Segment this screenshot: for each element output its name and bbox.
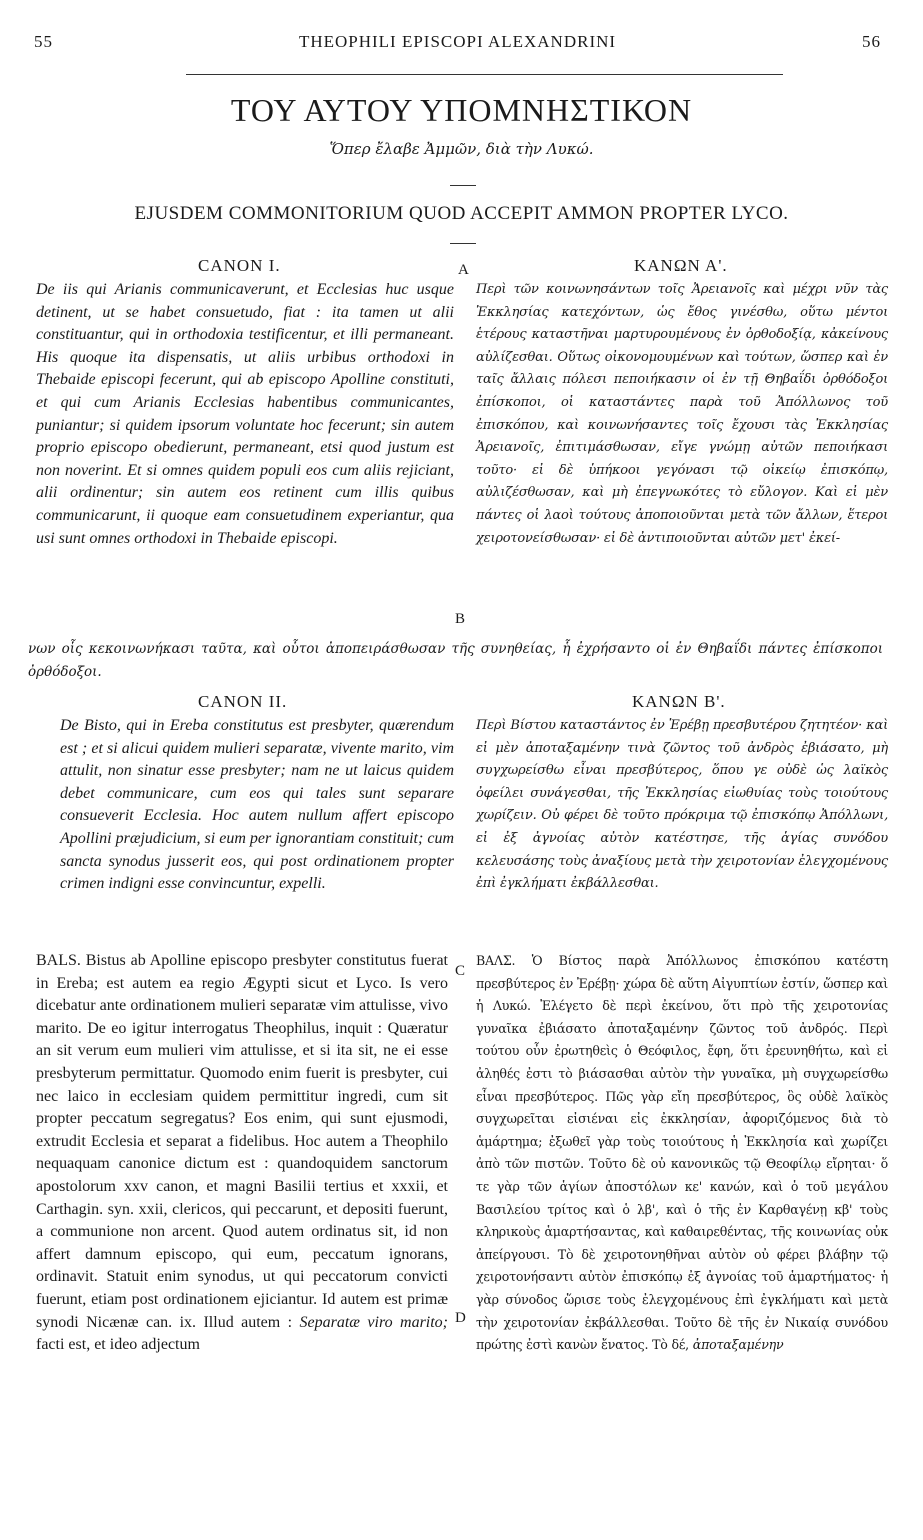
greek-subtitle: Ὅπερ ἔλαβε Ἀμμῶν, διὰ τὴν Λυκώ. [329, 140, 594, 158]
balsamon-greek-label: ΒΑΛΣ. [476, 953, 516, 968]
balsamon-latin-quote: Separatæ viro marito; [299, 1313, 449, 1331]
canon1-latin-text: De iis qui Arianis communicaverunt, et Ecclesias huc usque detinent, ut se habet consuetudo, fiat : ita tamen ut alii constituantur, qui in orthodoxia testificentur, et illi permaneant. His quoque ita dispensatis, ut aliis urbibus orthodoxi in Thebaide episcopi fecerunt, qui ab episcopo Apolline constituti, et qui cum Arianis Ecclesias habentibus communicantes, puniantur; si quidem ipsorum voluntate hoc fecerunt; sin autem proprio episcopo obedierunt, permaneant, etsi quod justum est non noverint. Et si omnes quidem populi eos cum aliis rejiciant, alii ordinentur; sin autem eos retinent cum illis quibus communicarunt, ii quoque eam consuetudinem experiantur, qua usi sunt omnes orthodoxi in Thebaide episcopi. [36, 281, 454, 547]
margin-marker-c: C [455, 963, 466, 979]
canon1-greek-text: Περὶ τῶν κοινωνησάντων τοῖς Ἀρειανοῖς καὶ μέχρι νῦν τὰς Ἐκκλησίας κατεχόντων, ὡς ἔθος γινέσθω, οὕτω μέντοι ἑτέρους καταστῆναι μαρτυρουμένους ἐν ὀρθοδοξίᾳ, κἀκείνους αὐλίζεσθαι. Οὕτως οἰκονομουμένων καὶ τούτων, ὥσπερ καὶ ἐν ταῖς ἄλλαις πόλεσι πεποιήκασιν οἱ ἐν τῇ Θηβαΐδι ὀρθόδοξοι ἐπίσκοποι, οἱ καταστάντες παρὰ τοῦ Ἀπόλλωνος τοῦ ἐπισκόπου, καὶ κοινωνήσαντες τοῖς ἔχουσι τὰς Ἐκκλησίας Ἀρειανοῖς, ἐπιτιμάσθωσαν, εἴγε γνώμῃ αὐτῶν πεποιήκασι τοῦτο· εἰ δὲ ὑπήκοοι γεγόνασι τῷ οἰκείῳ ἐπισκόπῳ, αὐλιζέσθωσαν, καὶ μὴ ἐπεγνωκότες τὸ εὔλογον. Καὶ εἰ μὲν πάντες οἱ λαοὶ τούτους ἀποποιοῦνται μετὰ τῶν ἄλλων, ἕτεροι χειροτονείσθωσαν· εἰ δὲ ἀντιποιοῦνται αὐτῶν μετ' ἐκεί- [476, 282, 888, 546]
margin-marker-a: A [458, 262, 469, 278]
canon1-latin-heading: CANON I. [198, 256, 281, 275]
balsamon-latin [36, 950, 448, 1357]
balsamon-latin-text: Bistus ab Apolline episcopo presbyter constitutus fuerat in Ereba; est autem ea regio Ægypti sicut et Lyco. Is vero dicebatur ante ordinationem mulieri separatæ vim attulisse, vivo marito. De eo igitur interrogatus Theophilus, inquit : Quæratur an sit verum eum mulieri vim attulisse, et si ita sit, ne ei esse presbyterum permittatur. Quomodo enim fuerit is presbyter, cui nec laico in ecclesiam quidem permittitur ingredi, cum sit propter peccatum segregatus? Eos enim, qui sunt ejusmodi, extrudit Ecclesia et separat a fidelibus. Hoc autem a Theophilo nequaquam canonice dictum est : quandoquidem sanctorum apostolorum xxv canon, et magni Basilii tertius et xxxii, et Carthagin. syn. xxii, clericos, qui peccarunt, et depositi fuerunt, a communione non arcent. Quod autem ordinatus sit, id non affert damnum episcopo, qui eum, peccatum ignorans, ordinavit. Statuit enim synodus, ut qui peccatorum convicti fuerunt, etiam post ordinationem ejiciantur. Id autem est primæ synodi Nicænæ can. ix. Illud autem : [36, 952, 449, 1331]
greek-title: ΤΟΥ ΑΥΤΟΥ ΥΠΟΜΝΗΣΤΙΚΟΝ [230, 92, 693, 128]
canon1-greek-heading: ΚΑΝΩΝ Α'. [634, 256, 728, 275]
divider-rule [450, 185, 476, 186]
balsamon-latin-label: BALS. [36, 952, 81, 969]
running-head [34, 32, 881, 56]
margin-marker-b: B [455, 611, 466, 627]
canon2-latin-heading: CANON II. [198, 692, 288, 711]
header-rule [186, 74, 783, 75]
right-page-number: 56 [862, 32, 881, 51]
balsamon-greek-text: Ὁ Βίστος παρὰ Ἀπόλλωνος ἐπισκόπου κατέστη πρεσβύτερος ἐν Ἐρέβῃ· χώρα δὲ αὕτη Αἰγυπτίων ἐστίν, ὥσπερ καὶ ἡ Λυκώ. Ἐλέγετο δὲ περὶ ἐκείνου, ὅτι πρὸ τῆς χειροτονίας γυναῖκα ἐβιάσατο ἀποταξαμένην ζῶντος τοῦ ἀνδρός. Περὶ τούτου οὖν ἐρωτηθεὶς ὁ Θεόφιλος, ἔφη, ὅτι ἐρευνηθήτω, καὶ εἰ ἀληθές ἐστι τὸ βιάσασθαι αὐτὸν τὴν γυναῖκα, μὴ συγχωρείσθω εἶναι πρεσβύτερος. Πῶς γὰρ εἴη πρεσβύτερος, ὃς οὐδὲ λαϊκὸς συγχωρεῖται εἰσιέναι εἰς ἐκκλησίαν, ἀφοριζόμενος διὰ τὸ ἁμάρτημα; ἐξωθεῖ γὰρ τοὺς τοιούτους ἡ Ἐκκλησία καὶ χωρίζει ἀπὸ τῶν πιστῶν. Τοῦτο δὲ οὐ κανονικῶς τῷ Θεοφίλῳ εἴρηται· ὅ τε γὰρ τῶν ἁγίων ἀποστόλων κε' κανών, καὶ ὁ τοῦ μεγάλου Βασιλείου τρίτος καὶ ὁ λβ', καὶ ὁ τῆς ἐν Καρθαγένῃ κβ' τοὺς κληρικοὺς ἁμαρτήσαντας, καὶ καθαιρεθέντας, τῆς κοινωνίας οὐκ ἀπείργουσι. Τὸ δὲ χειροτονηθῆναι αὐτὸν οὐ φέρει βλάβην τῷ χειροτονήσαντι αὐτὸν ἐπισκόπῳ ἐξ ἀγνοίας τοῦ ἁμαρτήματος· ἡ γὰρ σύνοδος ὥρισε τοὺς ἐλεγχομένους ἐπὶ ἐγκλήματι καὶ μετὰ τὴν χειροτονίαν ἐκβάλλεσθαι. Τοῦτο δὲ τῆς ἐν Νικαίᾳ συνόδου πρώτης ἐστὶ κανὼν ἔνατος. Τὸ δέ, [476, 953, 888, 1353]
divider-rule [450, 243, 476, 244]
canon2-latin-text: De Bisto, qui in Ereba constitutus est presbyter, quærendum est ; et si alicui quidem mulieri separatæ, vivente marito, vim attulit, non sinatur esse presbyter; nam ne ut laicus quidem debet communicare, cum eos qui tales sunt separare consueverit Ecclesia. Hoc autem nullum affert episcopo Apollini præjudicium, si eum per ignorantiam constituit; cum sancta synodus jusserit eos, qui post ordinationem propter crimen indigni esse convincuntur, expelli. [60, 717, 454, 893]
balsamon-greek [476, 950, 888, 1357]
canon2-greek-heading: ΚΑΝΩΝ Β'. [632, 692, 726, 711]
canon2-greek-text: Περὶ Βίστου καταστάντος ἐν Ἐρέβῃ πρεσβυτέρου ζητητέον· καὶ εἰ μὲν ἀποταξαμένην τινὰ ζῶντος τοῦ ἀνδρὸς ἐβιάσατο, μὴ συγχωρείσθω εἶναι πρεσβύτερος, ὅπου γε οὐδὲ ὡς λαϊκὸς ὀφείλει συνάγεσθαι, τῆς Ἐκκλησίας εἰωθυίας τοὺς τοιούτους χωρίζειν. Οὐ φέρει δὲ τοῦτο πρόκριμα τῷ ἐπισκόπῳ Ἀπόλλωνι, εἰ ἐξ ἀγνοίας αὐτὸν κατέστησε, τῆς ἁγίας συνόδου κελευσάσης τοὺς ἀναξίους μετὰ τὴν χειροτονίαν ἐλεγχομένους ἐπὶ ἐγκλήματι ἐκβάλλεσθαι. [476, 718, 888, 892]
left-page-number: 55 [34, 32, 53, 51]
canon1-greek-continuation: νων οἷς κεκοινωνήκασι ταῦτα, καὶ οὗτοι ἀποπειράσθωσαν τῆς συνηθείας, ἧ ἐχρήσαντο οἱ ἐν Θηβαΐδι πάντες ἐπίσκοποι ὀρθόδοξοι. [28, 641, 883, 680]
latin-title: EJUSDEM COMMONITORIUM QUOD ACCEPIT AMMON PROPTER LYCO. [134, 203, 789, 224]
balsamon-latin-tail: facti est, et ideo adjectum [36, 1336, 200, 1354]
margin-marker-d: D [455, 1310, 466, 1326]
balsamon-greek-quote: ἀποταξαμένην [692, 1337, 784, 1353]
running-title: THEOPHILI EPISCOPI ALEXANDRINI [298, 32, 617, 51]
